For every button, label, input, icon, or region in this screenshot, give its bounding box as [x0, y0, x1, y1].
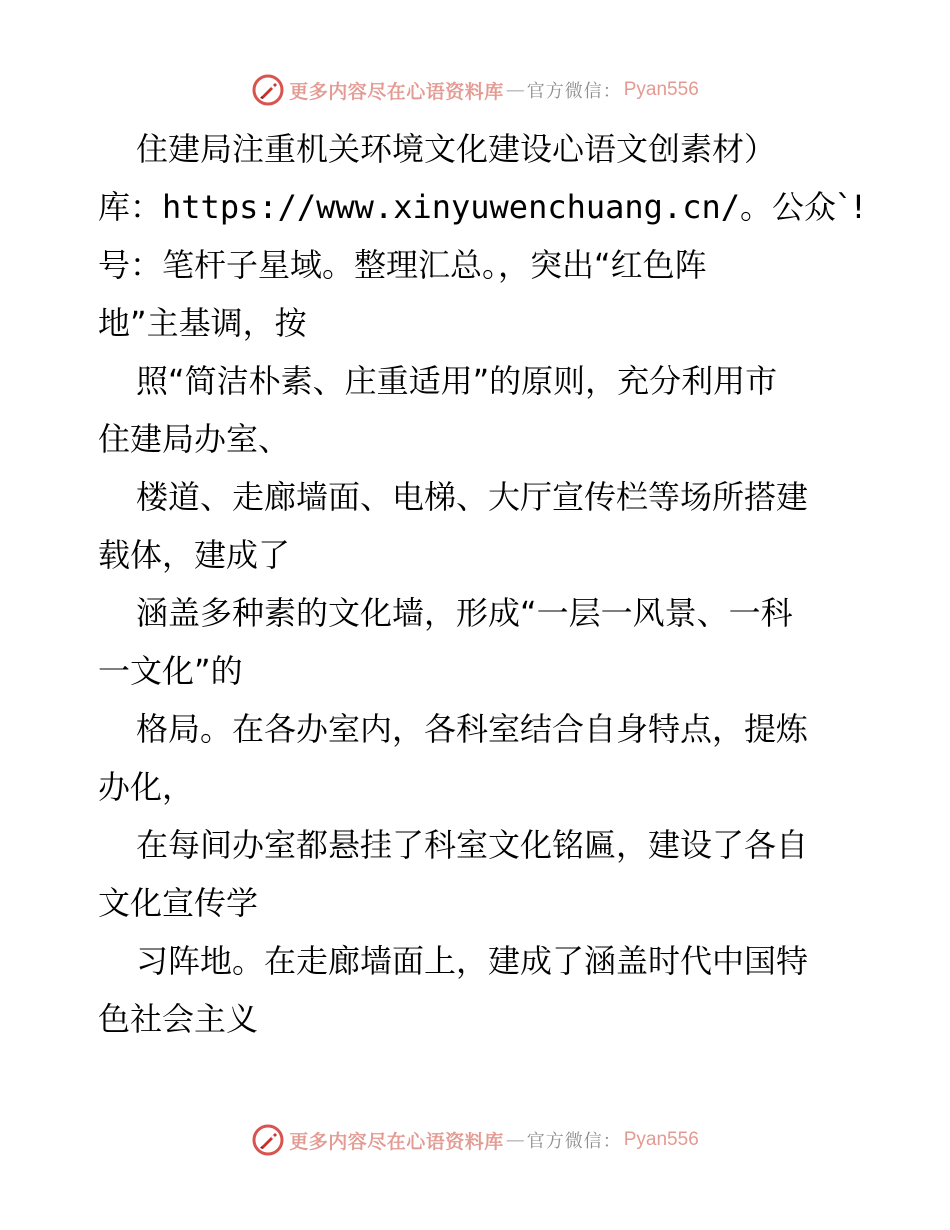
- text-line: 文化宣传学: [98, 884, 259, 922]
- pen-nib-logo-icon: [251, 1123, 285, 1157]
- header-banner: [0, 70, 950, 110]
- text-line: 涵盖多种素的文化墙，形成“一层一风景、一科: [136, 594, 793, 632]
- text-line: 在每间办室都悬挂了科室文化铭匾，建设了各自: [136, 826, 809, 864]
- text-line: [98, 178, 878, 236]
- banner-dash: —: [505, 1129, 525, 1151]
- pen-nib-logo-icon: [251, 73, 285, 107]
- banner-slogan: 更多内容尽在心语资料库: [289, 80, 504, 103]
- text-line: 载体，建成了: [98, 536, 291, 574]
- text-line: 一文化”的: [98, 652, 243, 690]
- text-line: 住建局办室、: [98, 420, 291, 458]
- text-segment: 库：: [98, 188, 163, 226]
- text-line: 照“简洁朴素、庄重适用”的原则，充分利用市: [136, 362, 778, 400]
- banner-wechat-id: Pyan556: [623, 1129, 699, 1150]
- url-link[interactable]: https://www.xinyuwenchuang.cn/: [162, 188, 740, 226]
- text-line: 办化，: [98, 768, 195, 806]
- text-line: 楼道、走廊墙面、电梯、大厅宣传栏等场所搭建: [136, 478, 809, 516]
- text-line: 格局。在各办室内，各科室结合自身特点，提炼: [136, 710, 809, 748]
- footer-banner: [0, 1120, 950, 1160]
- text-line: 习阵地。在走廊墙面上，建成了涵盖时代中国特: [136, 942, 809, 980]
- banner-wechat-label: 官方微信：: [526, 81, 622, 102]
- banner-slogan: 更多内容尽在心语资料库: [289, 1130, 504, 1153]
- text-line: 住建局注重机关环境文化建设心语文创素材）: [136, 130, 777, 168]
- banner-wechat-id: Pyan556: [623, 79, 699, 100]
- text-line: 色社会主义: [98, 1000, 259, 1038]
- banner-dash: —: [505, 79, 525, 101]
- text-line: 地”主基调，按: [98, 304, 307, 342]
- text-segment: 。公众`!: [739, 188, 865, 226]
- banner-wechat-label: 官方微信：: [526, 1131, 622, 1152]
- document-body: [98, 120, 878, 1048]
- text-line: 号：笔杆子星域。整理汇总。，突出“红色阵: [98, 246, 707, 284]
